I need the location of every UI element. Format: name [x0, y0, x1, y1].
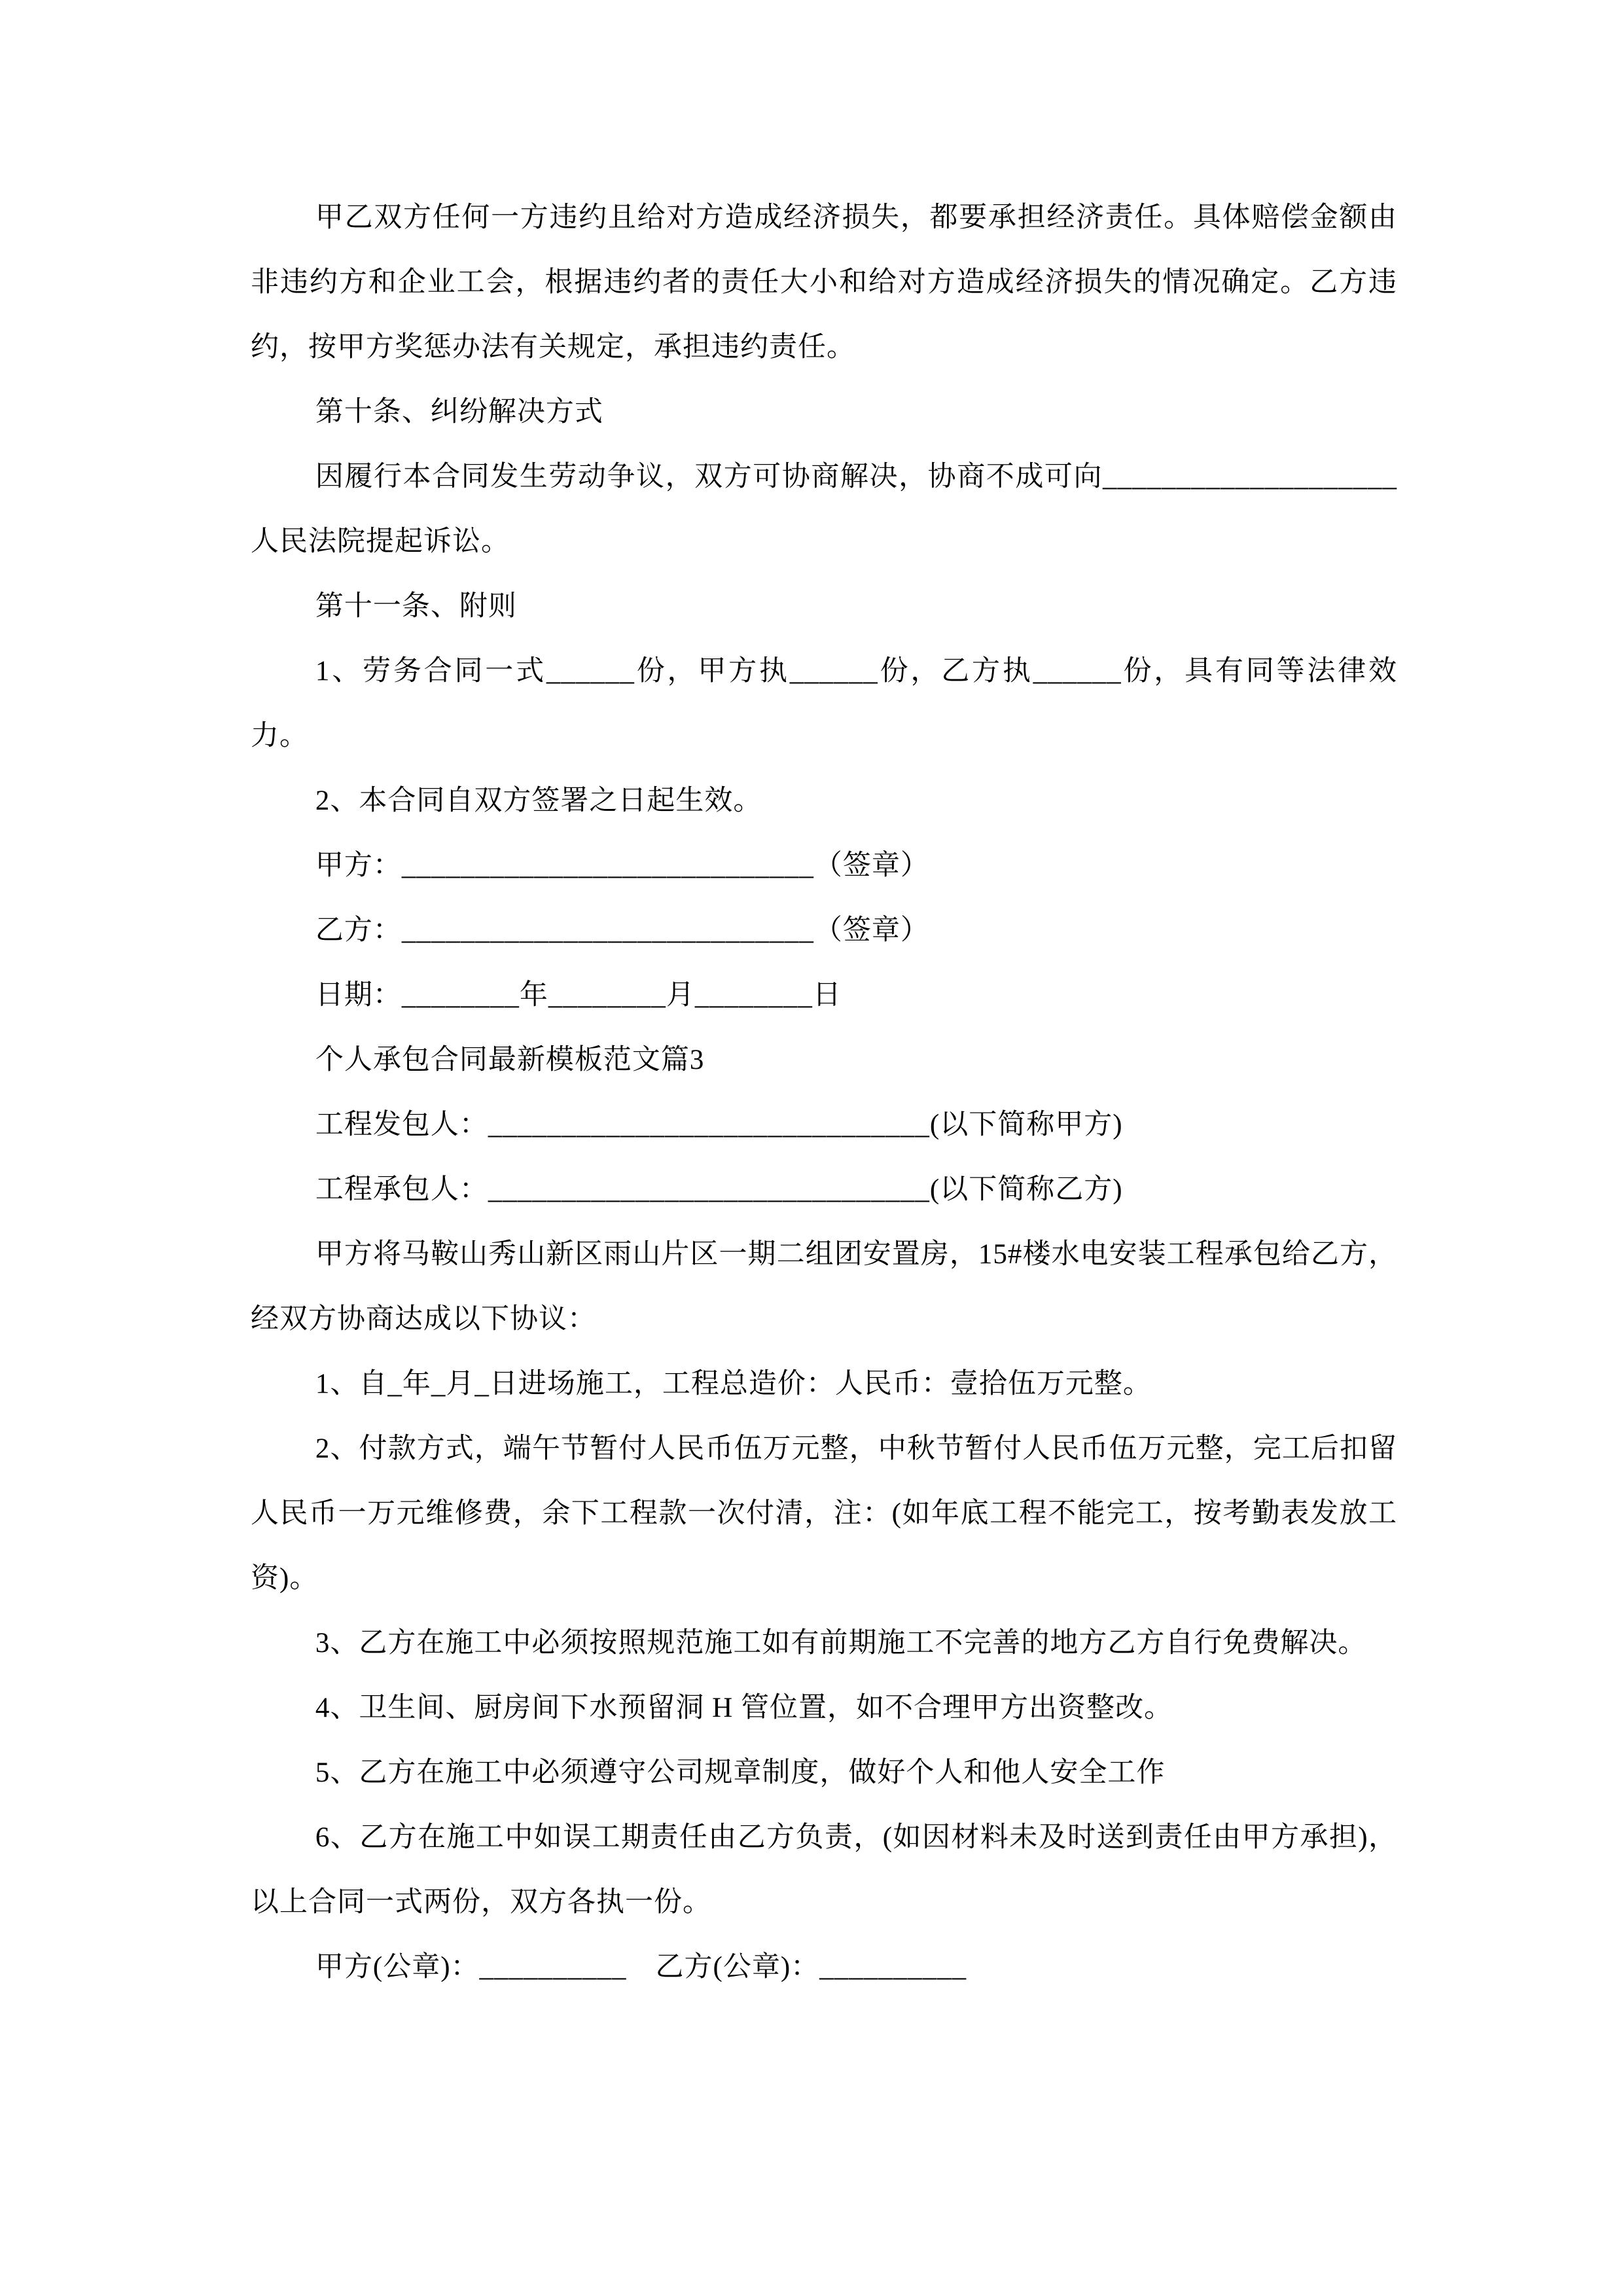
- line-project-contractor: 工程承包人：______________________________(以下简称乙方): [315, 1174, 1123, 1205]
- line-seals: 甲方(公章)：__________ 乙方(公章)：__________: [315, 1952, 967, 1982]
- heading-article-11: 第十一条、附则: [315, 591, 517, 622]
- heading-template-3: 个人承包合同最新模板范文篇3: [315, 1045, 705, 1075]
- para-dispute-resolution: 因履行本合同发生劳动争议，双方可协商解决，协商不成可向____________________人民法院提起诉讼。: [251, 461, 1397, 557]
- contract-body: [251, 185, 1397, 2000]
- para-clause-3-standard: 3、乙方在施工中必须按照规范施工如有前期施工不完善的地方乙方自行免费解决。: [315, 1628, 1367, 1659]
- para-clause-4-plumbing: 4、卫生间、厨房间下水预留洞 H 管位置，如不合理甲方出资整改。: [315, 1693, 1173, 1723]
- line-project-employer: 工程发包人：______________________________(以下简称甲方): [315, 1109, 1123, 1140]
- line-party-b-signature: 乙方：____________________________（签章）: [315, 915, 929, 946]
- para-project-intro: 甲方将马鞍山秀山新区雨山片区一期二组团安置房，15#楼水电安装工程承包给乙方，经双方协商达成以下协议：: [251, 1239, 1397, 1335]
- line-date: 日期：________年________月________日: [315, 980, 842, 1011]
- para-copies-clause: 1、劳务合同一式______份，甲方执______份，乙方执______份，具有同等法律效力。: [251, 656, 1397, 751]
- para-clause-6-delay: 6、乙方在施工中如误工期责任由乙方负责，(如因材料未及时送到责任由甲方承担)，以上合同一式两份，双方各执一份。: [251, 1822, 1397, 1918]
- para-breach-liability: 甲乙双方任何一方违约且给对方造成经济损失，都要承担经济责任。具体赔偿金额由非违约方和企业工会，根据违约者的责任大小和给对方造成经济损失的情况确定。乙方违约，按甲方奖惩办法有关规定，承担违约责任。: [251, 202, 1397, 363]
- heading-article-10: 第十条、纠纷解决方式: [315, 397, 603, 427]
- para-effective-date-clause: 2、本合同自双方签署之日起生效。: [315, 785, 762, 816]
- line-party-a-signature: 甲方：____________________________（签章）: [315, 850, 929, 881]
- para-clause-5-safety: 5、乙方在施工中必须遵守公司规章制度，做好个人和他人安全工作: [315, 1757, 1166, 1788]
- para-clause-2-payment: 2、付款方式，端午节暂付人民币伍万元整，中秋节暂付人民币伍万元整，完工后扣留人民币一万元维修费，余下工程款一次付清，注：(如年底工程不能完工，按考勤表发放工资)。: [251, 1433, 1397, 1594]
- para-clause-1-price: 1、自_年_月_日进场施工，工程总造价：人民币：壹拾伍万元整。: [315, 1369, 1152, 1399]
